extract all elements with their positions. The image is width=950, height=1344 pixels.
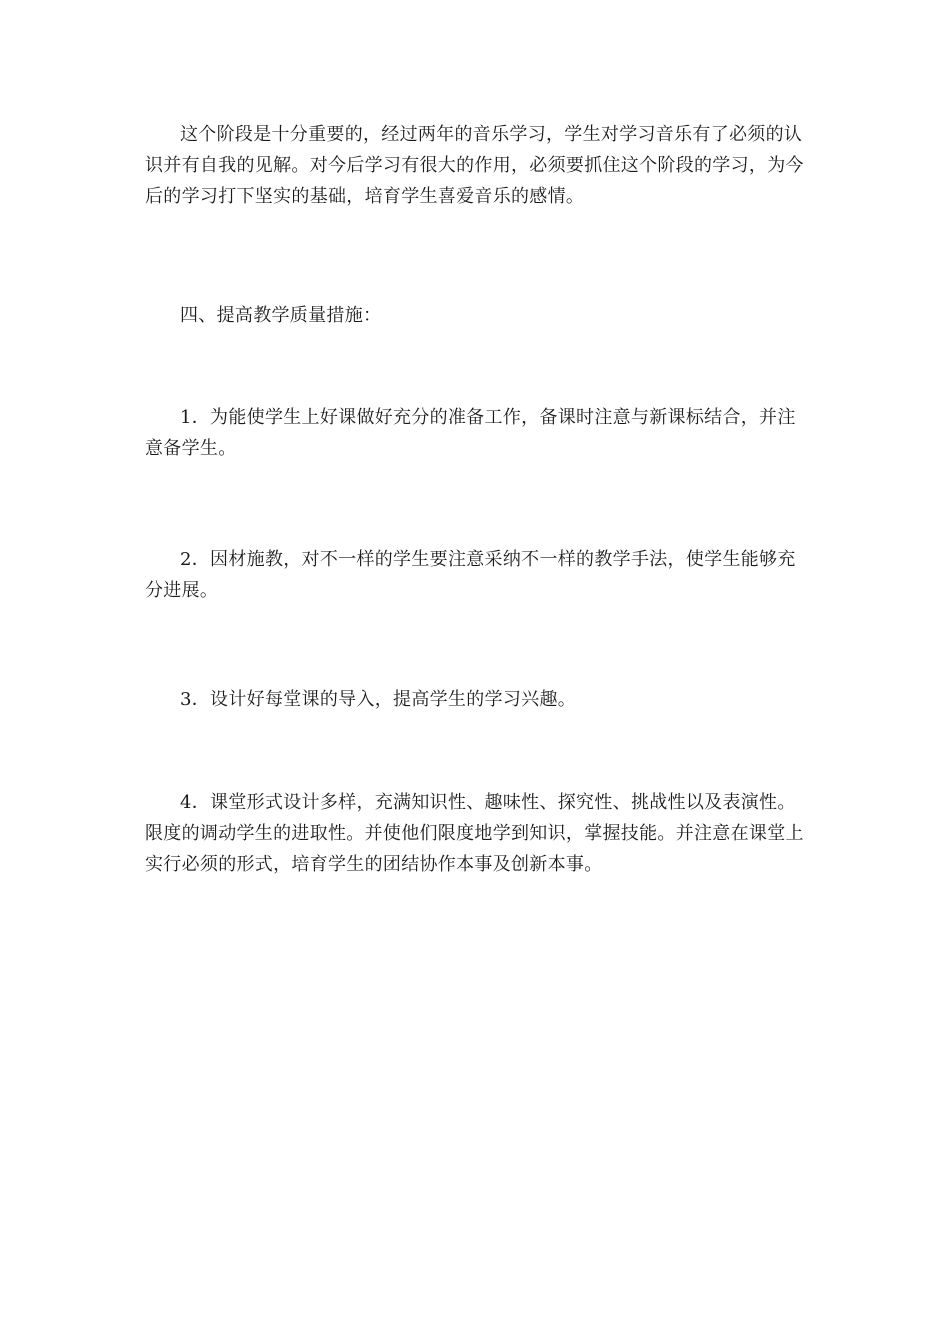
intro-paragraph: 这个阶段是十分重要的，经过两年的音乐学习，学生对学习音乐有了必须的认识并有自我的见解。对今后学习有很大的作用，必须要抓住这个阶段的学习，为今后的学习打下坚实的基础，培育学生喜爱音乐的感情。	[145, 124, 804, 207]
measure-item-2: 2．因材施教，对不一样的学生要注意采纳不一样的教学手法，使学生能够充分进展。	[145, 549, 796, 601]
measure-item-3: 3．设计好每堂课的导入，提高学生的学习兴趣。	[180, 689, 577, 710]
measure-item-1: 1．为能使学生上好课做好充分的准备工作，备课时注意与新课标结合，并注意备学生。	[145, 407, 796, 459]
measure-item-4: 4．课堂形式设计多样，充满知识性、趣味性、探究性、挑战性以及表演性。限度的调动学生的进取性。并使他们限度地学到知识，掌握技能。并注意在课堂上实行必须的形式，培育学生的团结协作本事及创新本事。	[145, 792, 804, 875]
section-heading: 四、提高教学质量措施：	[180, 305, 382, 326]
